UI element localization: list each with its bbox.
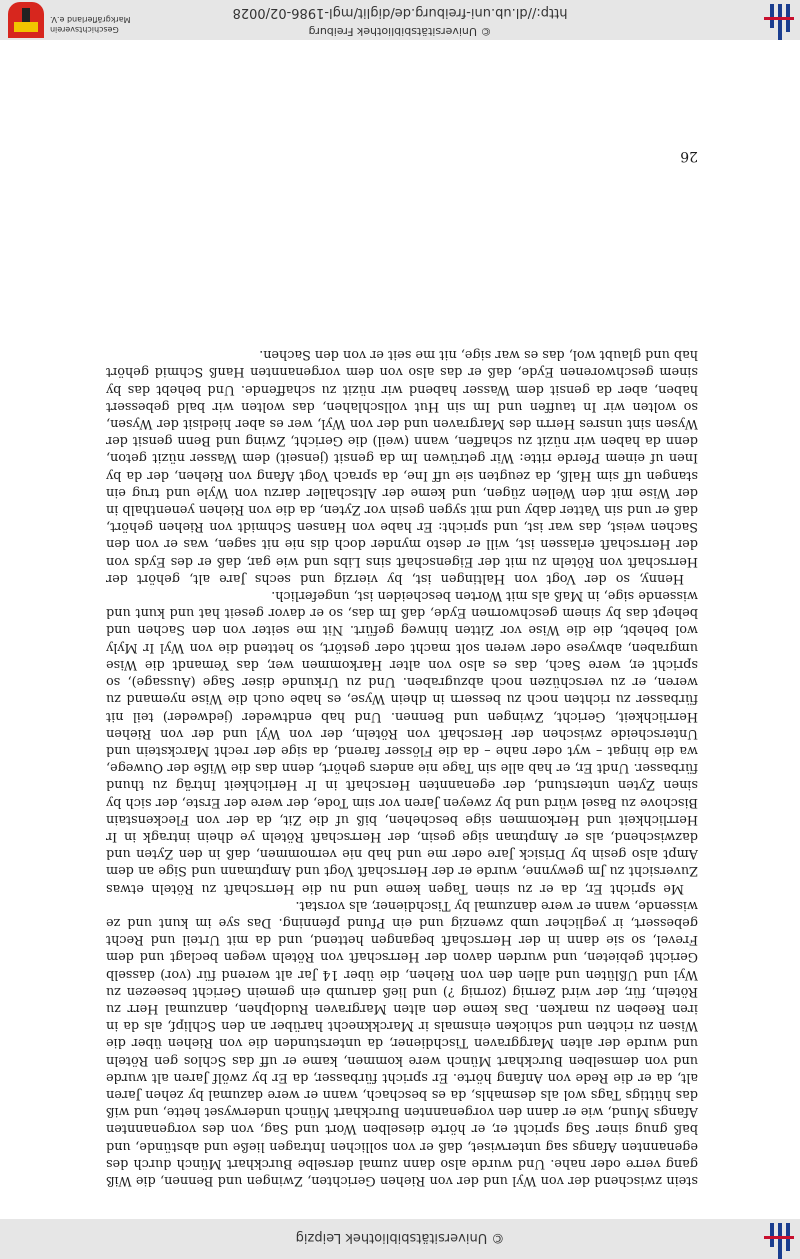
paragraph-1: stein zwischend der von Wyl und der von Riehen Gerichten, Zwingen und Bennen, die Wiß gang verre oder nahe. Und wurde also dann zumal derselbe Burckhart Münch durch des egenannten Afangs sag unterwiset, daß er von sollichen Intragen ließe und abstünde, und baß gnug siner Sag spricht er, er hörte dieselben Wort und Sag, von des vorgenannten Afangs Mund, wie er dann den vorgenannten Burckhart Münch underwyset hette, und wiß das hüttigs Tags wol als desmahls, da es beschach, wann er were dazumal by zehen Jaren alt, da er die Rede von Anfang hörte. Er spricht fürbasser, da Er by zwölf Jaren alt wurde und von demselben Burckhart Münch were kommen, kame er uff das Schlos gen Röteln und wurde der alten Marggraven Tischdiener, da unterstunden die von Riehen über die Wisen zu richten und schicken einsmals ir Marckknecht harüber an den Schlipf, als da in iren Reeben zu marken. Das keme den alten Margraven Rudolphen, danzumal Herr zu Röteln, für, der wird Zernig (zornig ?) und ließ darumb ein gemein Gericht beseezen zu Wyl und Ußlüten und allen den von Riehen, die über 14 Jar alt werend für (vor) dasselb Gericht gebieten, und wurden davon der Herrschaft von Röteln wegen beclagt und dem Frevel, so sie dann in der Herrschaft begangen hettend, und da mit Urteil und Recht gebessert, ir yeglicher umb zwenzig und ein Pfund pfenning. Das sye im kunt und ze wissende, wann er were danzumal by Tischdiener, als vorstat. (106, 897, 698, 1188)
library-credit: © Universitätsbibliothek Leipzig (295, 1230, 505, 1245)
paragraph-2: Me spricht Er, da er zu sinen Tagen keme und nu die Herrschaft zu Röteln etwas Zuversicht zu Jm gewynne, wurde er der Herrschaft Vogt und Amptmann und Sige an dem Ampt also gesin by Drisick Jare oder me und hab nie vernommen, daß in den Zyten und dazwischend, als er Amptman sige gesin, der Herrschaft Röteln ye dhein intragk in Ir Herrlichkeit und Herkommen sige beschehen, biß uf die Zit, da der von Fleckenstain Bischove zu Basel würd und by zweyen Jaren vor sim Tode, der were der Erste, der sich by sinen Zyten unterstund, der egenannten Herschaft in Ir Herlichkeit Inträg zu thund fürbasser. Undt Er, er hab alle sin Tage nie anders gehört, denn das die Wiße der Ouwege, wa die hingat – wyt oder nahe – da die Flösser farend, da sige der recht Marckstein und Unterscheide zwischen der Herschaft von Röteln, der von Wyl und der von Riehen Herrlichkeit, Gericht, Zwingen und Bennen. Und hab endtweder (jedweder) teil nit fürbasser zu richten noch zu bessern in dhein Wyse, es habe ouch die Wise nyemand zu weren, er zu verschüzen noch abzugraben. Und zu Urkunde diser Sage (Aussage), so spricht er, were Sach, das es also von alter Harkommen wer, das Yemandt die Wise umgraben, abwyese oder weren solt macht oder gestört, so hettend die von Wyl Ir Myly wol behebt, die die Wise vor Zitten hinweg gefürt. Nit me seiter von den Sachen und behept das by sinem geschwornen Eyde, daß Im das, so er davor geseit hat und kunt und wissende sige, in Maß als mit Worten bescheiden ist, ungeferlich. (106, 588, 698, 896)
document-body (106, 346, 698, 1189)
footer-library-credit: © Universitätsbibliothek Freiburg (308, 25, 492, 38)
society-name: Geschichtsverein Markgräflerland e.V. (50, 15, 131, 34)
page-number: 26 (680, 148, 698, 164)
viewer-bottom-bar (0, 0, 800, 40)
viewer-top-bar (0, 1219, 800, 1259)
paragraph-3: Henny, so der Vogt von Haltingen ist, by vierzig und sechs Jare alt, gehört der Herrschaft von Röteln zu mit der Eigenschaft sins Libs und wie gar, daß er des Eyds von der Herrschaft erlassen ist, will er desto mynder doch dis nie nit sagen, was er von den Sachen weist, das war ist, und spricht: Er habe von Hansen Schmidt von Riehen gehört, daß er und sin Vatter daby und mit sygen gesin vor Zyten, da die von Riehen yenenthalb in der Wise mit den Wellen zügen, und keme der Altschaller darzu von Wyle und trug ein stangen uff sim Halß, da zeugten sie uff Ine, da sprach Vogt Afang von Riehen, der da by Inen uf einem Pferde ritte: Wir getrüwen Im da gensit (jenseit) dem Wasser nüzit geton, denn da haben wir nüzit zu schaffen, wann (weil) die Gericht, Zwing und Benn gensit der Wysen sint unsres Herrn des Margraven und der von Wyl, wer es aber hiedisit der Wysen, so wolten wir In tauffen und Im sin Hut vollschlahen, das wolten wir bald gebessert haben, aber da gensit dem Wasser habend wir nüzit zu schaffende. Und behebt das by sinem geschworenen Eyde, daß er das also von dem vorgenannten Hanß Schmid gehört hab und glaubt wol, das es war sige, nit me seit er von den Sachen. (106, 347, 698, 586)
document-url[interactable]: http://dl.ub.uni-freiburg.de/diglit/mgl-1986-02/0028 (232, 5, 568, 20)
